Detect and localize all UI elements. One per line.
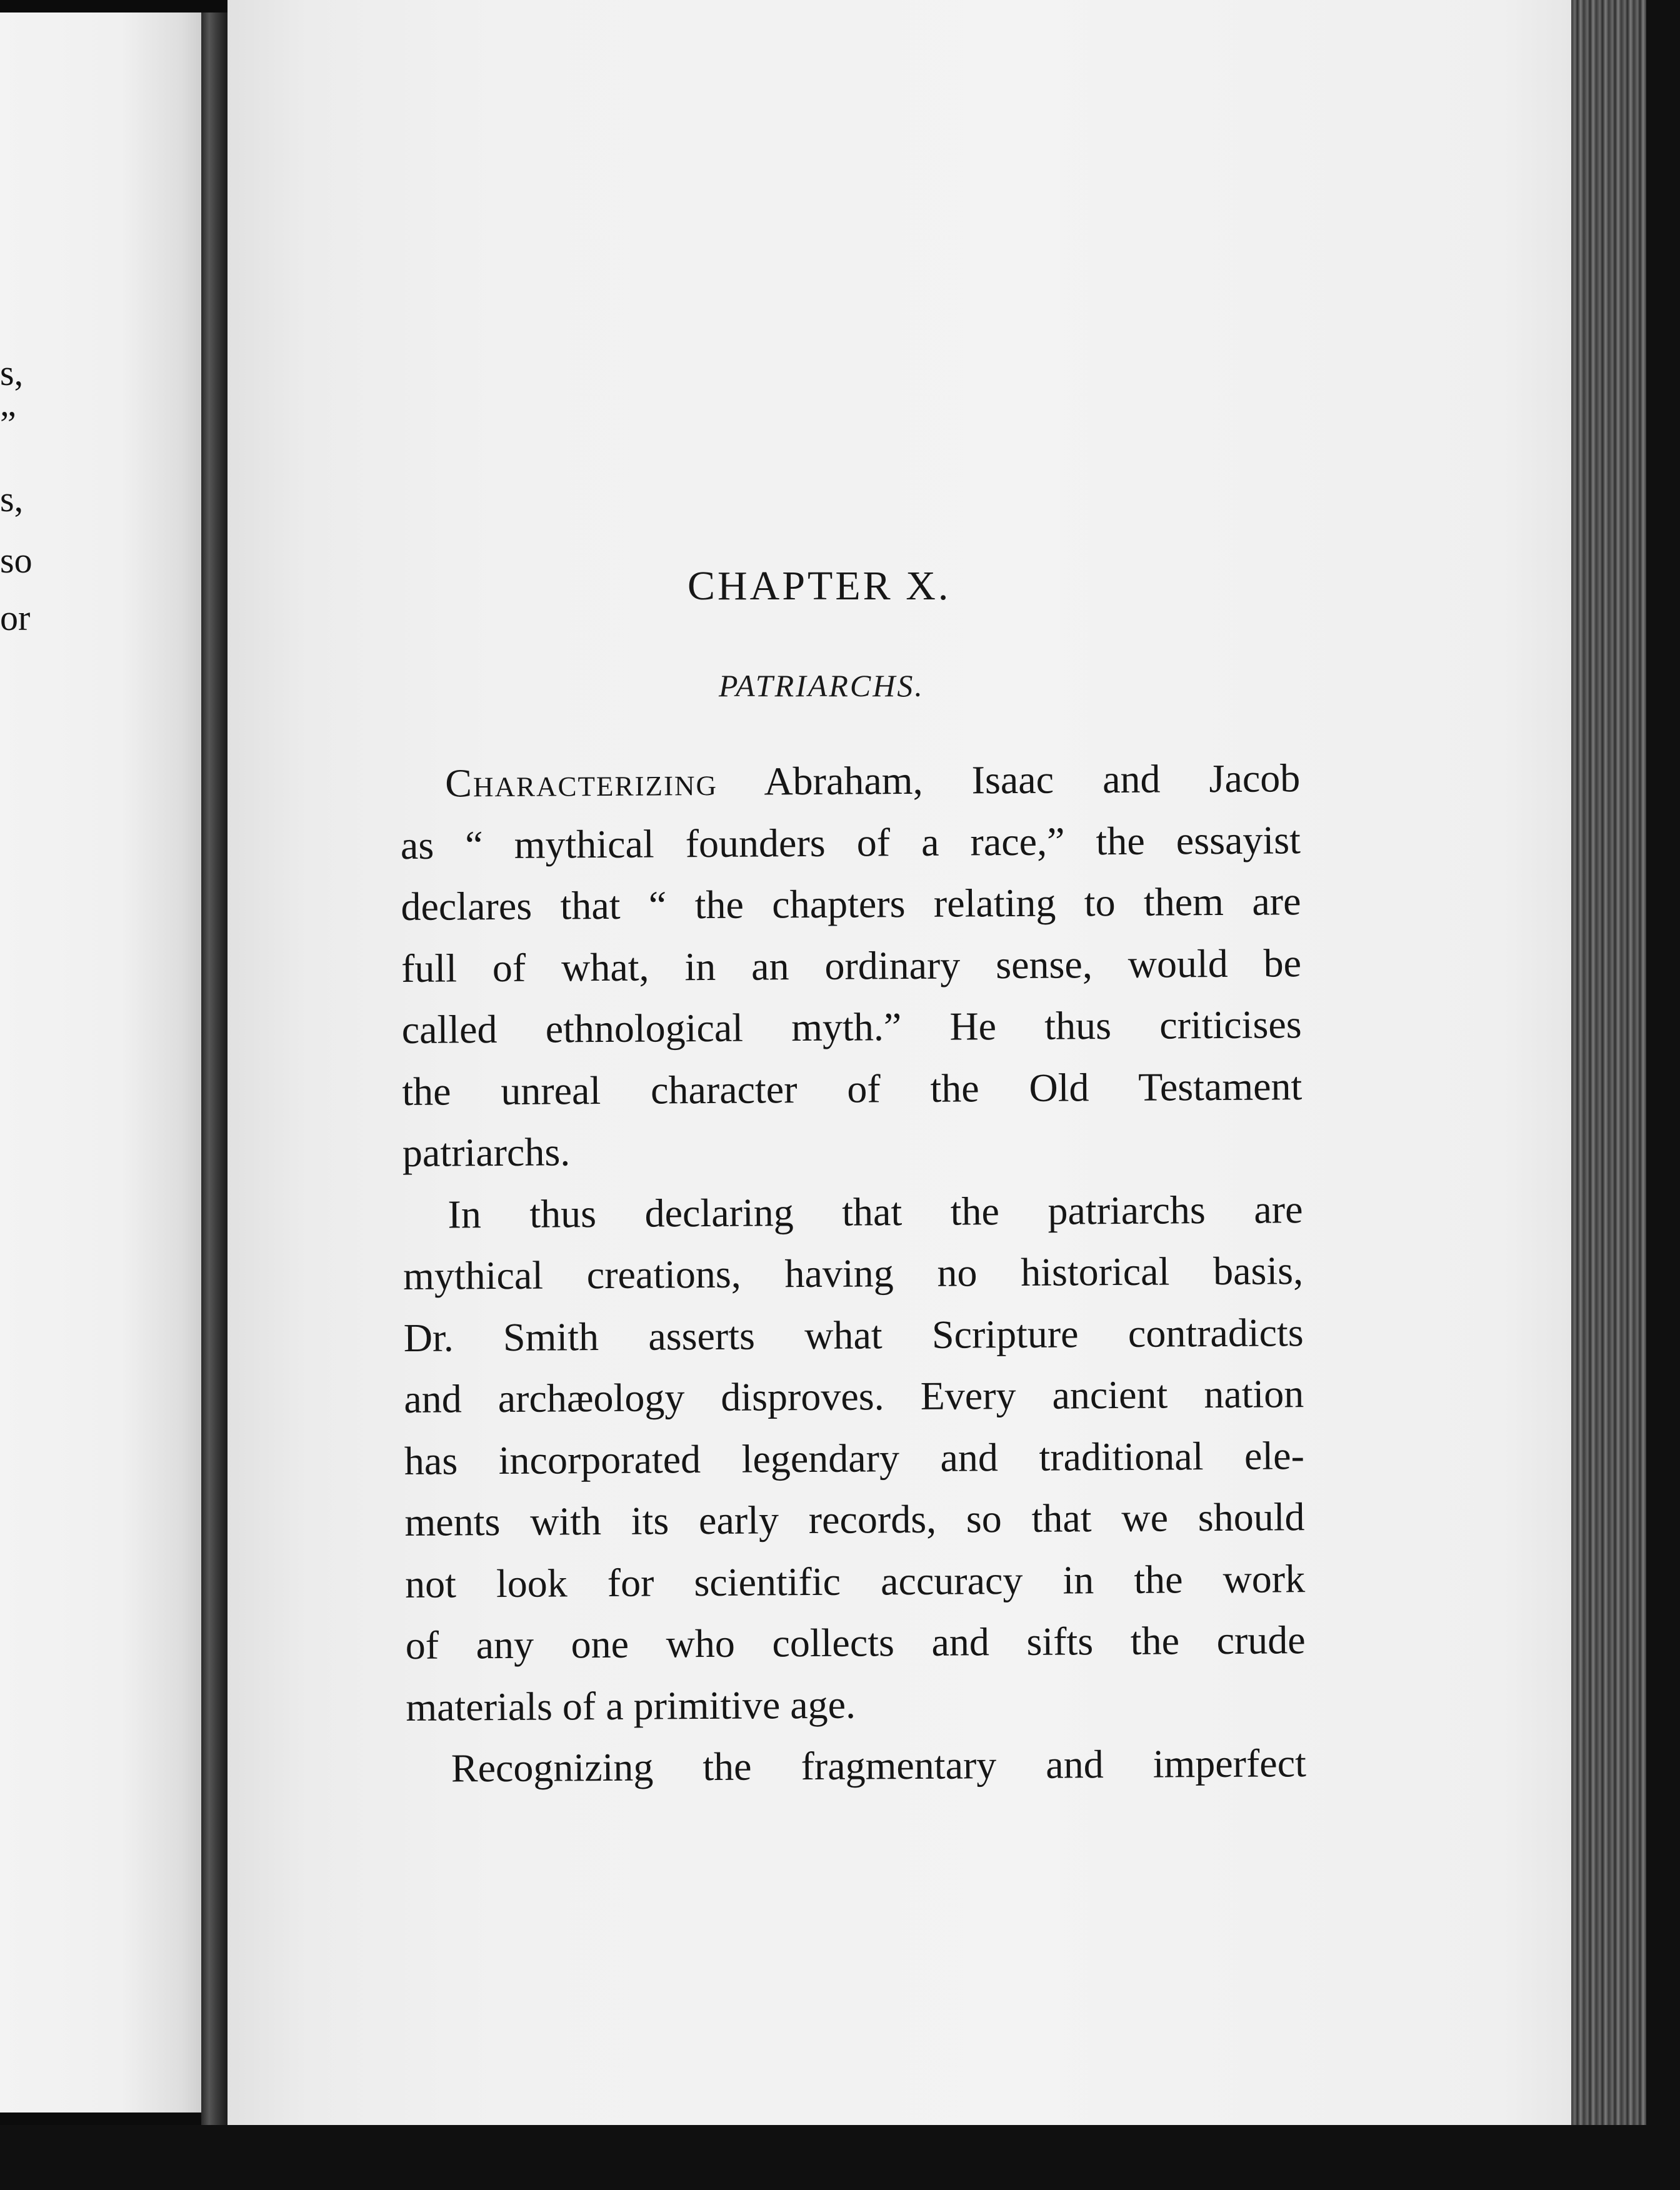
- text-line: not look for scientific accuracy in the work: [404, 1556, 1306, 1606]
- text-line: and archæology disproves. Every ancient nation: [404, 1371, 1304, 1421]
- text-line: the unreal character of the Old Testament: [402, 1063, 1302, 1114]
- text-line: has incorporated legendary and traditional ele-: [404, 1432, 1305, 1483]
- margin-fragment: s,: [0, 479, 24, 519]
- text-line: full of what, in an ordinary sense, would be: [401, 940, 1302, 991]
- margin-fragment: s,: [0, 352, 24, 393]
- text-line: mythical creations, having no historical basis,: [402, 1248, 1304, 1298]
- text-line: Recognizing the fragmentary and imperfect: [451, 1741, 1307, 1791]
- scan-border-bottom: [0, 2125, 1680, 2190]
- page-stack-edge: [1571, 0, 1646, 2138]
- text-line: materials of a primitive age.: [406, 1682, 856, 1729]
- text-line: as “ mythical founders of a race,” the essayist: [400, 817, 1301, 868]
- chapter-title: CHAPTER X.: [688, 563, 951, 609]
- text-line: patriarchs.: [402, 1129, 571, 1175]
- chapter-body: [400, 748, 1306, 1799]
- text-line: Characterizing Abraham, Isaac and Jacob: [445, 756, 1301, 806]
- previous-page-edge: [0, 12, 201, 2112]
- text-line: In thus declaring that the patriarchs are: [448, 1186, 1303, 1237]
- text-line: ments with its early records, so that we should: [404, 1494, 1305, 1544]
- text-line: called ethnological myth.” He thus criticises: [401, 1002, 1302, 1052]
- text-line: Dr. Smith asserts what Scripture contradicts: [403, 1309, 1304, 1360]
- margin-fragment: ”: [0, 404, 16, 444]
- scan-border-right: [1646, 0, 1680, 2190]
- lead-word: Characterizing: [445, 759, 718, 806]
- text-line: declares that “ the chapters relating to them are: [401, 879, 1301, 929]
- margin-fragment: so: [0, 540, 32, 581]
- margin-fragment: or: [0, 598, 31, 638]
- chapter-subtitle: PATRIARCHS.: [719, 668, 924, 703]
- text-line: of any one who collects and sifts the crude: [405, 1618, 1306, 1668]
- book-gutter: [201, 12, 228, 2125]
